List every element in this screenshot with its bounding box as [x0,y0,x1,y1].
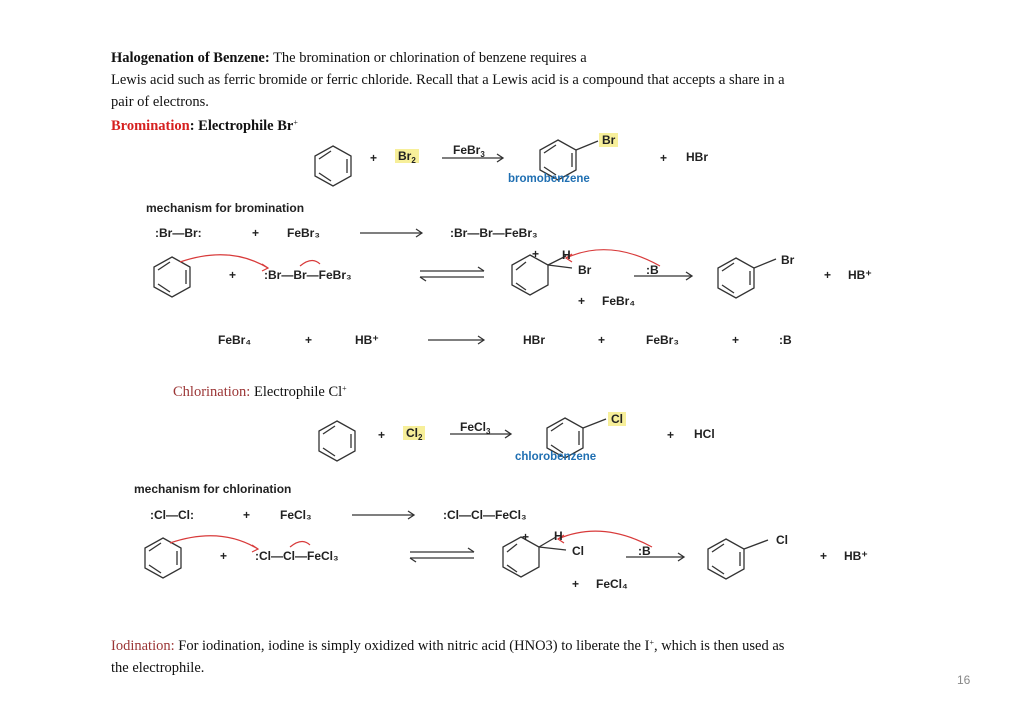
plus-sign: + [572,577,580,591]
plus-sign: + [667,428,675,442]
catalyst-fecl3: FeCl$_3$ [460,420,491,436]
plus-sign: + [598,333,606,347]
mech-complex: :Br—Br—FeBr₃ [264,268,352,282]
plus-sign: + [820,549,828,563]
page-number: 16 [957,673,971,687]
mech-anion: FeBr₄ [218,333,252,347]
bromine-reagent: $Br_2$ [395,149,419,165]
plus-sign: + [243,508,251,522]
benzene-ring [315,146,351,186]
base: :B [638,544,651,558]
plus-sign: + [252,226,260,240]
byproduct: HBr [686,150,709,164]
section-title: Halogenation of Benzene: [111,50,270,66]
mech-complex: :Cl—Cl—FeCl₃ [255,549,339,563]
plus-sign: + [220,549,228,563]
sigma-complex-ring [512,255,548,295]
anion: FeCl₄ [596,577,628,591]
mech-complex: :Br—Br—FeBr₃ [450,226,538,240]
plus-sign: + [522,530,530,544]
mech-hb: HB⁺ [355,333,379,347]
plus-sign: + [578,294,586,308]
plus-sign: + [229,268,237,282]
chlorine-reagent: $Cl_2$ [403,426,425,442]
benzene-ring [154,257,190,297]
plus-sign: + [732,333,740,347]
plus-sign: + [824,268,832,282]
product-substituent: Br [599,133,618,147]
mechanism-title: mechanism for chlorination [134,482,292,496]
product-name: bromobenzene [508,173,590,185]
intro-line-1: Halogenation of Benzene: The bromination or chlorination of benzene requires a [111,50,587,66]
bromination-label: Bromination [111,118,190,134]
protonated-base: HB⁺ [844,549,868,563]
base: :B [646,263,659,277]
product-substituent: Cl [608,412,626,426]
mech-complex: :Cl—Cl—FeCl₃ [443,508,527,522]
iodination-paragraph [111,632,951,679]
protonated-base: HB⁺ [848,268,872,282]
iodination-label: Iodination: [111,638,175,654]
sigma-complex-ring [503,537,539,577]
sigma-h: H [562,248,571,262]
chlorination-heading: Chlorination: Electrophile Cl+ [173,384,347,400]
mechanism-title: mechanism for bromination [146,201,305,215]
product-substituent: Br [781,253,795,267]
benzene-ring [319,421,355,461]
sigma-cl: Cl [572,544,584,558]
product-name: chlorobenzene [515,451,597,463]
mech-base: :B [779,333,792,347]
benzene-ring [145,538,181,578]
catalyst-febr3: FeBr$_3$ [453,143,485,159]
iodination-line-2: the electrophile. [111,660,205,676]
benzene-ring [718,258,754,298]
mech-bromine: :Br—Br: [155,226,202,240]
intro-line-2: Lewis acid such as ferric bromide or ferric chloride. Recall that a Lewis acid is a compound that accepts a share in a [111,72,785,88]
plus-sign: + [305,333,313,347]
plus-sign: + [378,428,386,442]
chlorination-label: Chlorination: [173,384,251,400]
plus-sign: + [370,151,378,165]
mech-febr3: FeBr₃ [646,333,679,347]
byproduct: HCl [694,427,715,441]
bromination-heading: Bromination: Electrophile Br+ [111,118,298,134]
benzene-ring [708,539,744,579]
mech-catalyst: FeBr₃ [287,226,320,240]
mech-hbr: HBr [523,333,546,347]
sigma-h: H [554,529,563,543]
iodination-line-1: Iodination: For iodination, iodine is simply oxidized with nitric acid (HNO3) to liberate the I+, which is then used as [111,638,785,654]
anion: FeBr₄ [602,294,636,308]
plus-sign: + [532,247,540,261]
mech-catalyst: FeCl₃ [280,508,312,522]
plus-sign: + [660,151,668,165]
intro-line-3: pair of electrons. [111,94,209,110]
product-substituent: Cl [776,533,788,547]
sigma-br: Br [578,263,592,277]
mech-chlorine: :Cl—Cl: [150,508,194,522]
